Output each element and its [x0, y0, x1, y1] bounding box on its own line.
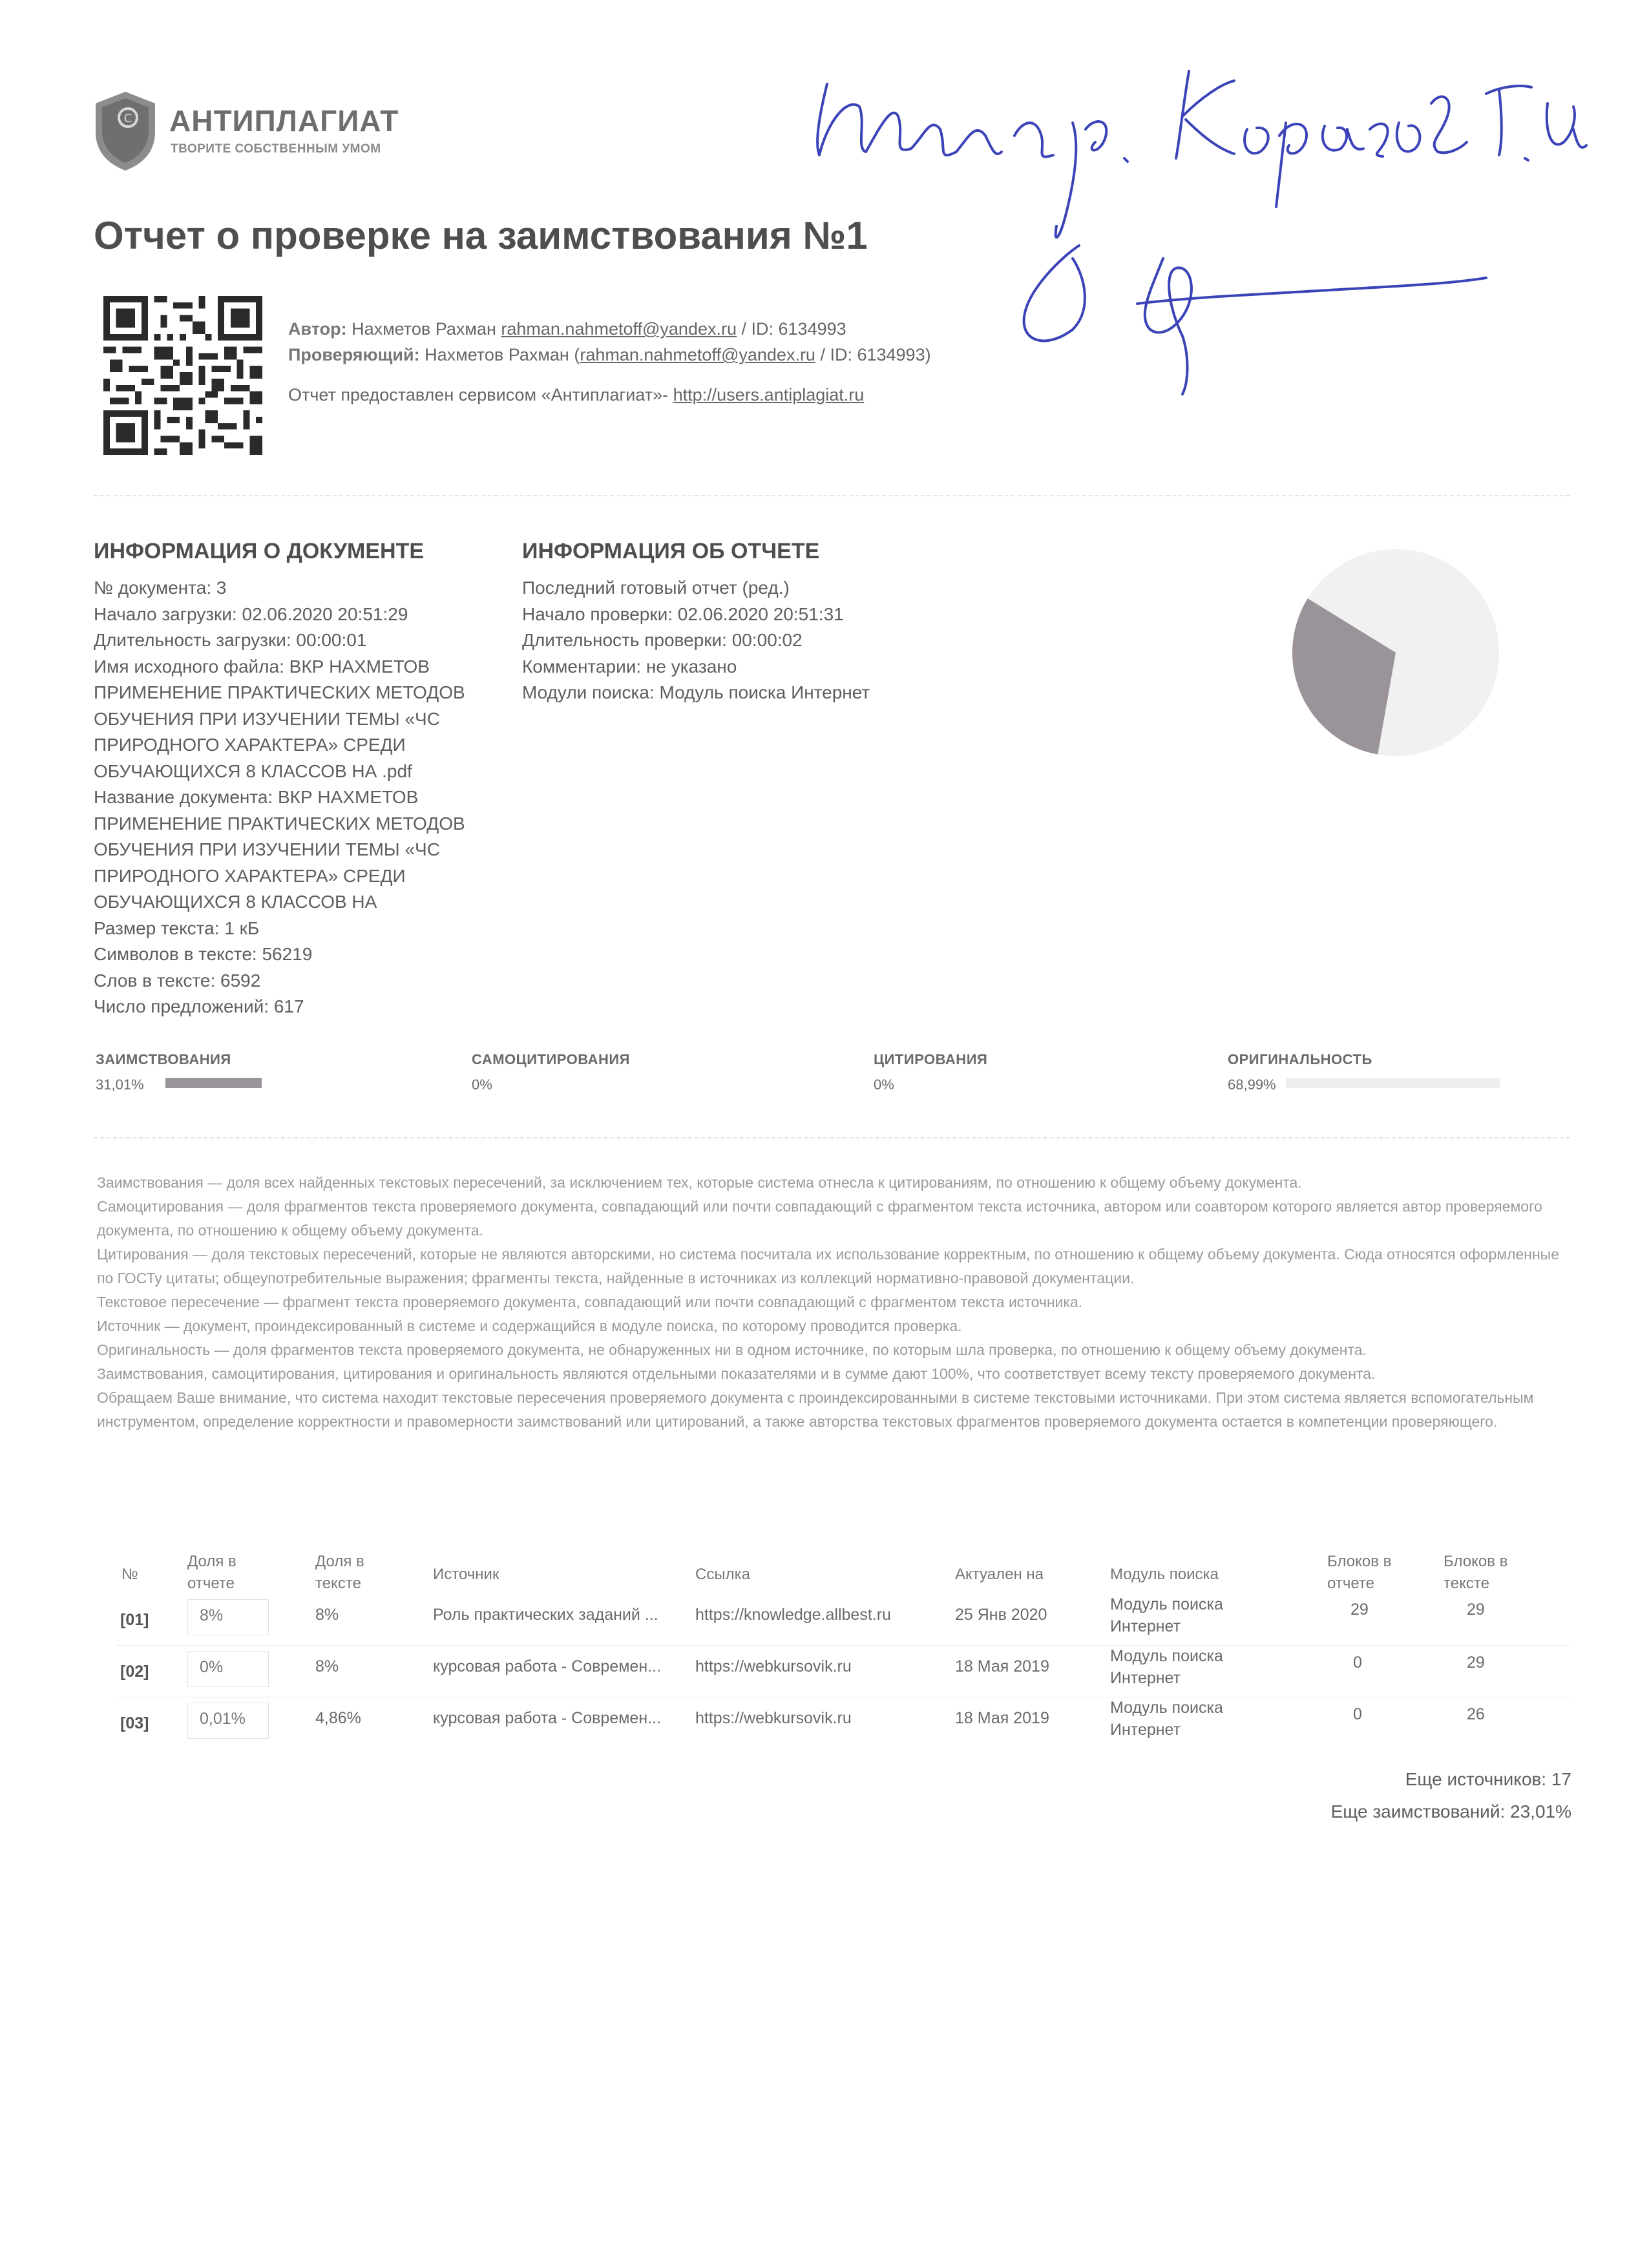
doc-info-line: Начало загрузки: 02.06.2020 20:51:29 — [94, 604, 408, 624]
share-text: 8% — [315, 1606, 339, 1624]
row-num: [03] — [120, 1714, 149, 1732]
report-info-list — [522, 575, 974, 706]
row-divider — [116, 1645, 1570, 1646]
service-text: Отчет предоставлен сервисом «Антиплагиат»- — [288, 385, 669, 404]
col-header-share-text: Доля в тексте — [315, 1553, 364, 1592]
share-report-box: 0% — [187, 1651, 269, 1687]
author-email-link[interactable]: rahman.nahmetoff@yandex.ru — [501, 319, 737, 339]
report-info-line: Последний готовый отчет (ред.) — [522, 578, 790, 598]
doc-info-line: Длительность загрузки: 00:00:01 — [94, 630, 367, 650]
definition-paragraph: Источник — документ, проиндексированный в системе и содержащийся в модуле поиска, по которому проводится проверка. — [97, 1318, 962, 1334]
definition-paragraph: Текстовое пересечение — фрагмент текста проверяемого документа, совпадающий или почти совпадающий с фрагментом текста источника. — [97, 1294, 1083, 1310]
originality-value: 68,99% — [1228, 1076, 1276, 1093]
source-module: Модуль поиска Интернет — [1110, 1647, 1223, 1687]
doc-info-line: Название документа: ВКР НАХМЕТОВ ПРИМЕНЕНИЕ ПРАКТИЧЕСКИХ МЕТОДОВ ОБУЧЕНИЯ ПРИ ИЗУЧЕНИИ ТЕМЫ «ЧС ПРИРОДНОГО ХАРАКТЕРА» СРЕДИ ОБУЧАЮЩИХСЯ 8 КЛАССОВ НА — [94, 787, 465, 912]
blocks-report: 29 — [1350, 1601, 1369, 1619]
source-name[interactable]: курсовая работа - Современ... — [433, 1709, 661, 1727]
source-updated: 18 Мая 2019 — [955, 1709, 1049, 1727]
definition-paragraph: Самоцитирования — доля фрагментов текста проверяемого документа, совпадающий или почти совпадающий с фрагментом текста источника, автором или соавтором которого является автор проверяемого документа, по отношению к общему объему документа. — [97, 1198, 1542, 1239]
originality-label: ОРИГИНАЛЬНОСТЬ — [1228, 1051, 1372, 1067]
antiplagiat-shield-icon — [90, 89, 160, 173]
definitions-block — [97, 1171, 1564, 1434]
share-report-box: 8% — [187, 1599, 269, 1635]
row-num: [02] — [120, 1663, 149, 1681]
source-name[interactable]: курсовая работа - Современ... — [433, 1657, 661, 1675]
share-report-box: 0,01% — [187, 1703, 269, 1739]
row-num: [01] — [120, 1611, 149, 1629]
svg-text:С: С — [123, 112, 132, 125]
source-link[interactable]: https://webkursovik.ru — [695, 1709, 852, 1727]
self-citations-label: САМОЦИТИРОВАНИЯ — [472, 1051, 630, 1067]
share-text: 4,86% — [315, 1709, 361, 1727]
report-info-line: Длительность проверки: 00:00:02 — [522, 630, 803, 650]
col-header-module: Модуль поиска — [1110, 1566, 1219, 1583]
source-module: Модуль поиска Интернет — [1110, 1699, 1223, 1739]
doc-info-line: Размер текста: 1 кБ — [94, 918, 260, 938]
author-label: Автор: — [288, 319, 347, 339]
definition-paragraph: Заимствования — доля всех найденных текстовых пересечений, за исключением тех, которые система отнесла к цитированиям, по отношению к общему объему документа. — [97, 1174, 1302, 1191]
col-header-num: № — [121, 1566, 138, 1583]
borrowings-bar — [165, 1078, 262, 1088]
checker-line — [288, 345, 931, 365]
self-citations-value: 0% — [472, 1076, 492, 1093]
stats-divider — [94, 1137, 1570, 1139]
doc-info-line: Символов в тексте: 56219 — [94, 944, 313, 964]
report-info-heading: ИНФОРМАЦИЯ ОБ ОТЧЕТЕ — [522, 539, 820, 563]
source-link[interactable]: https://webkursovik.ru — [695, 1657, 852, 1675]
checker-id: / ID: 6134993) — [820, 345, 931, 364]
author-line — [288, 319, 846, 339]
doc-info-list — [94, 575, 488, 1020]
source-updated: 25 Янв 2020 — [955, 1606, 1047, 1624]
share-text: 8% — [315, 1657, 339, 1675]
definition-paragraph: Обращаем Ваше внимание, что система находит текстовые пересечения проверяемого документа с проиндексированными в системе текстовыми источниками. При этом система является вспомогательным инструментом, определение корректности и правомерности заимствований или цитирований, а также авторства текстовых фрагментов проверяемого документа остается в компетенции проверяющего. — [97, 1389, 1534, 1430]
col-header-share-report: Доля в отчете — [187, 1553, 236, 1592]
service-link[interactable]: http://users.antiplagiat.ru — [673, 385, 865, 404]
source-updated: 18 Мая 2019 — [955, 1657, 1049, 1675]
report-info-line: Комментарии: не указано — [522, 656, 737, 677]
logo-name: АНТИПЛАГИАТ — [169, 104, 399, 138]
qr-code — [103, 296, 262, 455]
definition-paragraph: Оригинальность — доля фрагментов текста проверяемого документа, не обнаруженных ни в одном источнике, по которым шла проверка, по отношению к общему объему документа. — [97, 1341, 1367, 1358]
more-borrowings: Еще заимствований: 23,01% — [1330, 1801, 1571, 1822]
col-header-updated: Актуален на — [955, 1566, 1044, 1583]
col-header-link: Ссылка — [695, 1566, 750, 1583]
blocks-report: 0 — [1353, 1705, 1362, 1723]
source-module: Модуль поиска Интернет — [1110, 1595, 1223, 1635]
blocks-text: 26 — [1467, 1705, 1485, 1723]
doc-info-heading: ИНФОРМАЦИЯ О ДОКУМЕНТЕ — [94, 539, 425, 563]
blocks-text: 29 — [1467, 1601, 1485, 1619]
col-header-blocks-report: Блоков в отчете — [1327, 1553, 1392, 1592]
author-id: / ID: 6134993 — [741, 319, 846, 339]
citations-label: ЦИТИРОВАНИЯ — [874, 1051, 988, 1067]
definition-paragraph: Цитирования — доля текстовых пересечений, которые не являются авторскими, но система посчитала их использование корректным, по отношению к общему объему документа. Сюда относятся оформленные по ГОСТу цитаты; общеупотребительные выражения; фрагменты текста, найденные в источниках из коллекций нормативно-правовой документации. — [97, 1246, 1560, 1286]
report-title: Отчет о проверке на заимствования №1 — [94, 214, 868, 257]
service-line — [288, 385, 864, 405]
logo-tagline: ТВОРИТЕ СОБСТВЕННЫМ УМОМ — [171, 142, 381, 156]
definition-paragraph: Заимствования, самоцитирования, цитирования и оригинальность являются отдельными показателями и в сумме дают 100%, что соответствует всему тексту проверяемого документа. — [97, 1365, 1376, 1382]
doc-info-line: Имя исходного файла: ВКР НАХМЕТОВ ПРИМЕНЕНИЕ ПРАКТИЧЕСКИХ МЕТОДОВ ОБУЧЕНИЯ ПРИ ИЗУЧЕНИИ ТЕМЫ «ЧС ПРИРОДНОГО ХАРАКТЕРА» СРЕДИ ОБУЧАЮЩИХСЯ 8 КЛАССОВ НА .pdf — [94, 656, 465, 781]
borrowings-label: ЗАИМСТВОВАНИЯ — [96, 1051, 231, 1067]
col-header-blocks-text: Блоков в тексте — [1444, 1553, 1508, 1592]
originality-pie-chart — [1279, 536, 1512, 769]
report-info-line: Начало проверки: 02.06.2020 20:51:31 — [522, 604, 844, 624]
blocks-report: 0 — [1353, 1654, 1362, 1672]
citations-value: 0% — [874, 1076, 894, 1093]
more-sources: Еще источников: 17 — [1405, 1769, 1571, 1789]
author-name: Нахметов Рахман — [352, 319, 496, 339]
report-info-line: Модули поиска: Модуль поиска Интернет — [522, 682, 870, 702]
doc-info-line: Число предложений: 617 — [94, 996, 304, 1016]
checker-label: Проверяющий: — [288, 345, 420, 364]
doc-info-line: Слов в тексте: 6592 — [94, 970, 261, 991]
doc-info-line: № документа: 3 — [94, 578, 227, 598]
borrowings-value: 31,01% — [96, 1076, 144, 1093]
section-divider — [94, 495, 1570, 496]
originality-bar — [1286, 1078, 1500, 1088]
source-link[interactable]: https://knowledge.allbest.ru — [695, 1606, 891, 1624]
source-name[interactable]: Роль практических заданий ... — [433, 1606, 658, 1624]
checker-email-link[interactable]: rahman.nahmetoff@yandex.ru — [580, 345, 815, 364]
blocks-text: 29 — [1467, 1654, 1485, 1672]
col-header-source: Источник — [433, 1566, 499, 1583]
checker-name: Нахметов Рахман ( — [425, 345, 580, 364]
